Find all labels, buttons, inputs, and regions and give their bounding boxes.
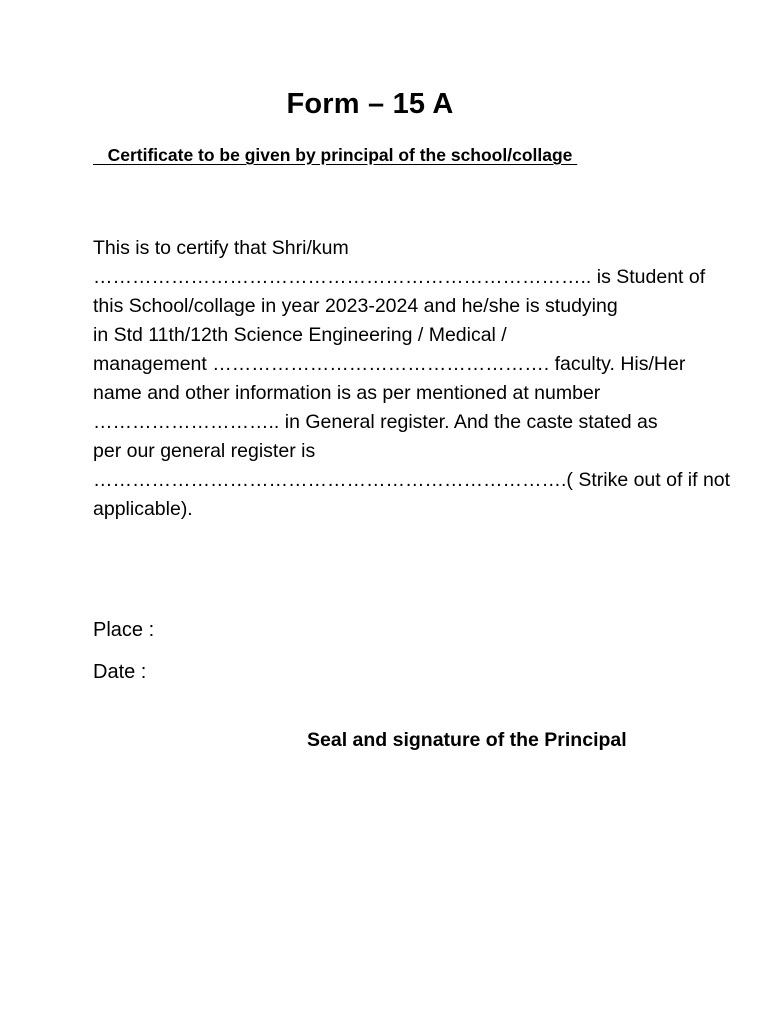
body-line: this School/collage in year 2023-2024 and he/she is studying [93,295,618,317]
certificate-body [93,234,731,524]
body-line: ……………………………………………………………….( Strike out of if not [93,469,731,491]
principal-signature-label: Seal and signature of the Principal [307,729,627,751]
body-line: This is to certify that Shri/kum [93,237,349,259]
body-line: ………………………………………………………………….. is Student of [93,266,706,288]
body-line: in Std 11th/12th Science Engineering / Medical / [93,324,507,346]
body-line: per our general register is [93,440,316,462]
body-line: applicable). [93,498,193,520]
place-label: Place : [93,619,155,641]
date-label: Date : [93,661,147,683]
form-title: Form – 15 A [286,88,454,120]
body-line: ……………………….. in General register. And the caste stated as [93,411,658,433]
certificate-subtitle: Certificate to be given by principal of the school/collage [93,145,578,165]
body-line: name and other information is as per mentioned at number [93,382,601,404]
body-line: management ……………………………………………. faculty. His/Her [93,353,686,375]
